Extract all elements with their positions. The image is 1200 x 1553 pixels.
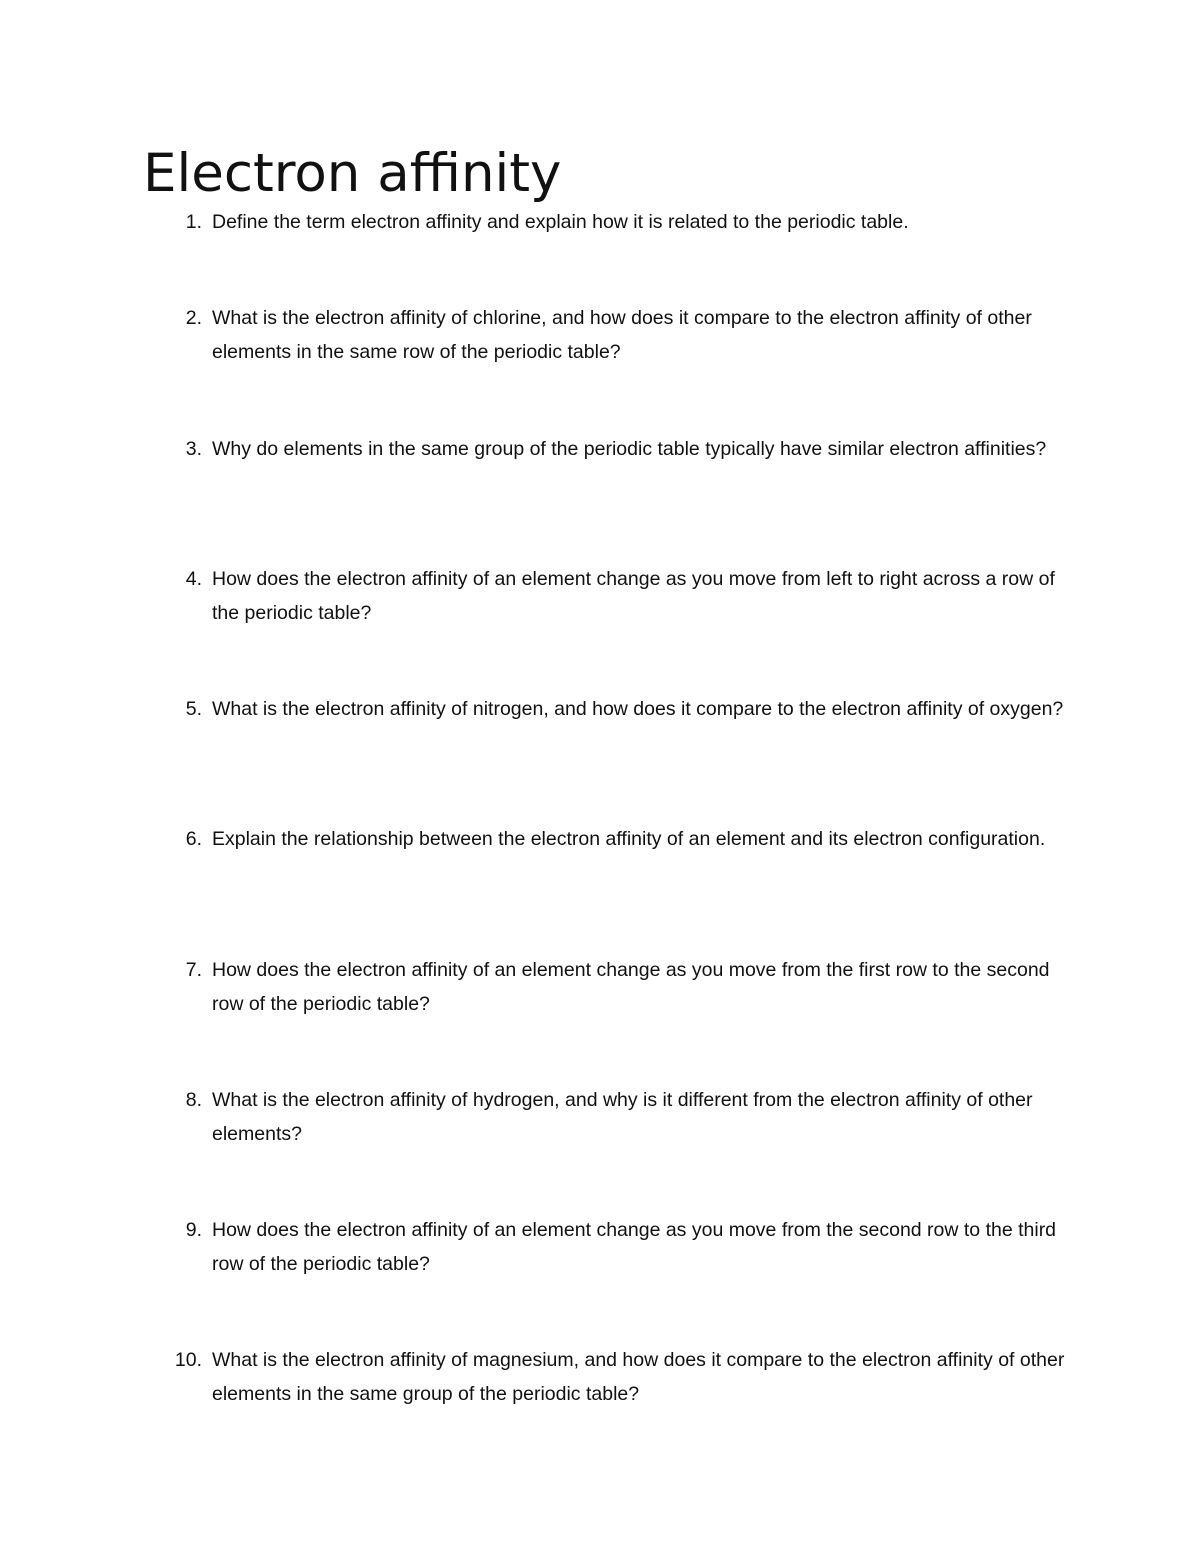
question-number: 6. xyxy=(185,828,202,850)
question-text: How does the electron affinity of an element change as you move from left to right across a row of the periodic table? xyxy=(212,568,1055,624)
document-title: Electron affinity xyxy=(143,143,562,204)
question-number: 9. xyxy=(185,1219,202,1241)
question-item xyxy=(185,205,1072,239)
question-text: Why do elements in the same group of the periodic table typically have similar electron affinities? xyxy=(212,438,1047,460)
question-text: What is the electron affinity of nitrogen, and how does it compare to the electron affinity of oxygen? xyxy=(212,698,1064,720)
question-number: 7. xyxy=(185,959,202,981)
question-item xyxy=(185,1083,1072,1151)
question-number: 2. xyxy=(185,307,202,329)
question-text: What is the electron affinity of hydrogen, and why is it different from the electron affinity of other elements? xyxy=(212,1089,1033,1145)
question-item xyxy=(185,432,1072,466)
question-item xyxy=(185,692,1072,726)
question-text: What is the electron affinity of magnesium, and how does it compare to the electron affinity of other elements in the same group of the periodic table? xyxy=(212,1349,1065,1405)
question-number: 10. xyxy=(174,1349,202,1371)
question-text: Explain the relationship between the electron affinity of an element and its electron configuration. xyxy=(212,828,1046,850)
question-text: How does the electron affinity of an element change as you move from the second row to the third row of the periodic table? xyxy=(212,1219,1057,1275)
question-item xyxy=(185,953,1072,1021)
question-item xyxy=(185,562,1072,630)
question-number: 3. xyxy=(185,438,202,460)
question-text: Define the term electron affinity and explain how it is related to the periodic table. xyxy=(212,211,909,233)
question-item xyxy=(185,1213,1072,1281)
question-number: 5. xyxy=(185,698,202,720)
question-item xyxy=(185,301,1072,369)
question-number: 8. xyxy=(185,1089,202,1111)
question-number: 4. xyxy=(185,568,202,590)
question-number: 1. xyxy=(185,211,202,233)
question-text: What is the electron affinity of chlorine, and how does it compare to the electron affinity of other elements in the same row of the periodic table? xyxy=(212,307,1032,363)
question-text: How does the electron affinity of an element change as you move from the first row to the second row of the periodic table? xyxy=(212,959,1050,1015)
question-item xyxy=(185,822,1072,856)
question-item xyxy=(174,1343,1072,1411)
